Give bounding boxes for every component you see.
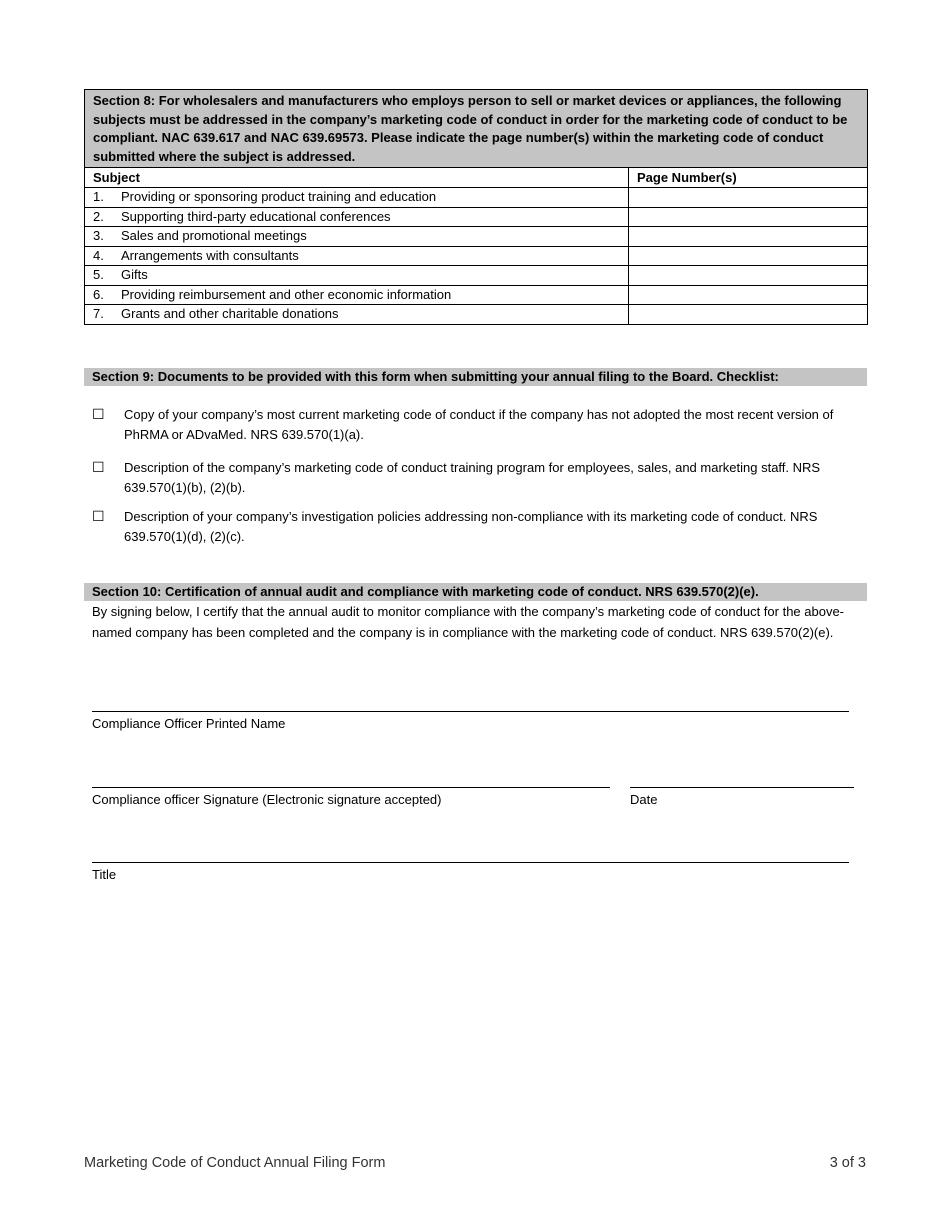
printed-name-label: Compliance Officer Printed Name [92, 716, 286, 731]
subject-text: Gifts [121, 267, 148, 283]
table-row [85, 188, 868, 208]
subject-text: Arrangements with consultants [121, 247, 299, 263]
subject-text: Providing reimbursement and other economic information [121, 286, 452, 302]
row-number: 6. [93, 286, 104, 302]
checklist-item-text: Description of the company’s marketing code of conduct training program for employees, sales, and marketing staff. NRS 639.570(1)(b), (2)(b). [124, 460, 821, 495]
footer-page-number: 3 of 3 [829, 1155, 866, 1171]
subject-cell [85, 285, 629, 305]
subject-cell [85, 207, 629, 227]
checklist-item [92, 405, 862, 444]
section9-header: Section 9: Documents to be provided with this form when submitting your annual filing to the Board. Checklist: [84, 368, 867, 386]
subject-cell [85, 188, 629, 208]
row-number: 4. [93, 247, 104, 263]
subject-cell [85, 266, 629, 286]
page-number-input[interactable] [629, 207, 868, 227]
checkbox[interactable]: ☐ [92, 459, 105, 475]
checkbox[interactable]: ☐ [92, 508, 105, 524]
table-row [85, 266, 868, 286]
subject-cell [85, 246, 629, 266]
checklist-item [92, 507, 862, 546]
section8-header: Section 8: For wholesalers and manufacturers who employs person to sell or market devices or appliances, the following subjects must be addressed in the company’s marketing code of conduct in order for the marketing code of conduct to be compliant. NAC 639.617 and NAC 639.69573. Please indicate the page number(s) within the marketing code of conduct submitted where the subject is addressed. [85, 90, 868, 168]
table-row [85, 227, 868, 247]
page-number-input[interactable] [629, 285, 868, 305]
signature-label: Compliance officer Signature (Electronic signature accepted) [92, 792, 442, 807]
page-numbers-column-header: Page Number(s) [629, 168, 868, 188]
page-number-input[interactable] [629, 305, 868, 325]
certification-text: By signing below, I certify that the annual audit to monitor compliance with the company’s marketing code of conduct for the above-named company has been completed and the company is in compliance with the marketing code of conduct. NRS 639.570(2)(e). [92, 604, 845, 640]
table-row [85, 285, 868, 305]
checkbox[interactable]: ☐ [92, 406, 105, 422]
table-row [85, 207, 868, 227]
subject-column-header: Subject [85, 168, 629, 188]
row-number: 7. [93, 306, 104, 322]
section10-header: Section 10: Certification of annual audit and compliance with marketing code of conduct. NRS 639.570(2)(e). [84, 583, 867, 601]
title-label: Title [92, 867, 117, 882]
signature-line[interactable] [92, 787, 610, 788]
page-number-input[interactable] [629, 227, 868, 247]
table-row [85, 246, 868, 266]
printed-name-line[interactable] [92, 711, 849, 712]
date-line[interactable] [630, 787, 854, 788]
section8-table [84, 89, 868, 325]
subject-cell [85, 305, 629, 325]
row-number: 2. [93, 208, 104, 224]
footer-form-name: Marketing Code of Conduct Annual Filing Form [84, 1155, 386, 1171]
page-number-input[interactable] [629, 266, 868, 286]
subject-text: Sales and promotional meetings [121, 228, 307, 244]
subject-text: Supporting third-party educational conferences [121, 208, 391, 224]
page-number-input[interactable] [629, 188, 868, 208]
checklist-item [92, 458, 862, 497]
date-label: Date [630, 792, 658, 807]
checklist-item-text: Description of your company’s investigation policies addressing non-compliance with its marketing code of conduct. NRS 639.570(1)(d), (2)(c). [124, 509, 818, 544]
table-row [85, 305, 868, 325]
page-number-input[interactable] [629, 246, 868, 266]
subject-text: Providing or sponsoring product training and education [121, 189, 437, 205]
subject-text: Grants and other charitable donations [121, 306, 339, 322]
row-number: 5. [93, 267, 104, 283]
title-line[interactable] [92, 862, 849, 863]
row-number: 1. [93, 189, 104, 205]
checklist-item-text: Copy of your company’s most current marketing code of conduct if the company has not adopted the most recent version of PhRMA or ADvaMed. NRS 639.570(1)(a). [124, 407, 834, 442]
subject-cell [85, 227, 629, 247]
row-number: 3. [93, 228, 104, 244]
